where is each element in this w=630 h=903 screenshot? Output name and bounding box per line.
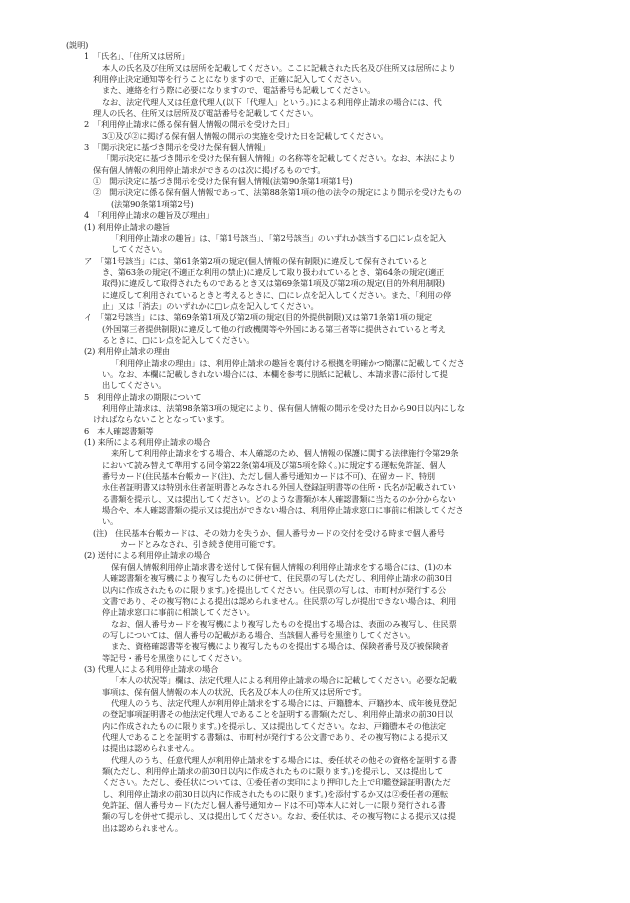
document-line: ください。ただし、委任状については、①委任者の実印により押印した上で印鑑登録証明書(ただ: [102, 777, 451, 788]
document-line: 代理人であることを証明する書類は、市町村が発行する公文書であり、その複写物による提示又: [102, 731, 448, 742]
document-line: 類(ただし、利用停止請求の前30日以内に作成されたものに限ります。)を提示し、又は提出して: [102, 766, 443, 776]
document-line: (外国第三者提供制限)に違反して他の行政機関等や外国にある第三者等に提供されていると考え: [102, 323, 446, 334]
document-line: 1 「氏名」、「住所又は居所」: [84, 51, 190, 62]
document-line: 4 「利用停止請求の趣旨及び理由」: [84, 210, 214, 221]
document-line: 2 「利用停止請求に係る保有個人情報の開示を受けた日」: [84, 119, 294, 130]
document-line: (2) 送付による利用停止請求の場合: [84, 550, 211, 561]
document-line: るときに、□にレ点を記入してください。: [102, 334, 255, 345]
document-line: る書類を提示し、又は提出してください。どのような書類が本人確認書類に当たるのか分からない: [102, 493, 456, 504]
document-line: なお、個人番号カードを複写機により複写したものを提出する場合は、表面のみ複写し、住民票: [111, 618, 457, 629]
document-line: 取得)に違反して取得されたものであるとき又は第69条第1項及び第2項の規定(目的外利用制限): [102, 278, 445, 289]
document-line: 出は認められません。: [102, 822, 183, 833]
document-line: 「開示決定に基づき開示を受けた保有個人情報」の名称等を記載してください。なお、本法により: [102, 153, 456, 164]
document-line: ② 開示決定に係る保有個人情報であって、法第88条第1項の他の法令の規定により開示を受けたもの: [93, 187, 462, 198]
document-line: 5 利用停止請求の期限について: [84, 391, 202, 402]
document-line: 停止請求窓口に事前に相談してください。: [102, 607, 255, 618]
document-line: 出してください。: [102, 380, 167, 391]
document-line: なお、法定代理人又は任意代理人(以下「代理人」という。)による利用停止請求の場合には、代: [102, 96, 442, 107]
document-line: (注) 住民基本台帳カードは、その効力を失うか、個人番号カードの交付を受ける時まで個人番号: [93, 527, 445, 538]
document-line: 本人の氏名及び住所又は居所を記載してください。ここに記載された氏名及び住所又は居所により: [102, 62, 456, 73]
document-line: (法第90条第1項第2号): [111, 198, 194, 209]
document-line: 場合や、本人確認書類の提示又は提出ができない場合は、利用停止請求窓口に事前に相談してくださ: [102, 505, 464, 516]
document-line: また、連絡を行う際に必要になりますので、電話番号も記載してください。: [102, 85, 376, 96]
document-line: ア 「第1号該当」には、第61条第2項の規定(個人情報の保有制限)に違反して保有されていると: [84, 255, 428, 266]
document-line: の写しについては、個人番号の記載がある場合、当該個人番号を黒塗りしてください。: [102, 629, 416, 640]
document-line: 番号カード(住民基本台帳カード(注)、ただし個人番号通知カードは不可)、在留カード、特別: [102, 471, 435, 482]
document-line: してください。: [111, 244, 168, 255]
document-line: 保有個人情報利用停止請求書を送付して保有個人情報の利用停止請求をする場合には、(1)の本: [111, 561, 452, 572]
explanation-document: [66, 40, 566, 834]
document-line: 永住者証明書又は特別永住者証明書とみなされる外国人登録証明書等の住所・氏名が記載されてい: [102, 482, 456, 493]
document-line: (説明): [66, 40, 89, 50]
document-line: 来所して利用停止請求をする場合、本人確認のため、個人情報の保護に関する法律施行令第29条: [111, 448, 459, 459]
document-line: 代理人のうち、法定代理人が利用停止請求をする場合には、戸籍謄本、戸籍抄本、成年後見登記: [111, 697, 457, 708]
document-line: 止」又は「消去」のいずれかに□レ点を記入してください。: [102, 300, 319, 311]
document-line: また、資格確認書等を複写機により複写したものを提出する場合は、保険者番号及び被保険者: [111, 641, 449, 652]
document-line: (2) 利用停止請求の理由: [84, 346, 170, 357]
document-line: (3) 代理人による利用停止請求の場合: [84, 663, 219, 674]
document-line: 等記号・番号を黒塗りにしてください。: [102, 652, 247, 663]
document-line: 代理人のうち、任意代理人が利用停止請求をする場合には、委任状その他その資格を証明する書: [111, 754, 457, 765]
document-line: ① 開示決定に基づき開示を受けた保有個人情報(法第90条第1項第1号): [93, 176, 353, 187]
document-line: 人確認書類を複写機により複写したものに併せて、住民票の写し(ただし、利用停止請求の前30日: [102, 573, 453, 584]
document-line: 「本人の状況等」欄は、法定代理人による利用停止請求の場合に記載してください。必要な記載: [111, 675, 457, 686]
document-line: 3①及び②に掲げる保有個人情報の開示の実施を受けた日を記載してください。: [102, 130, 389, 141]
document-line: 3 「開示決定に基づき開示を受けた保有個人情報」: [84, 142, 270, 153]
document-line: い。: [102, 516, 119, 527]
document-line: 6 本人確認書類等: [84, 425, 154, 436]
document-line: 「利用停止請求の趣旨」は、「第1号該当」、「第2号該当」のいずれか該当する□にレ点を記入: [111, 232, 446, 243]
document-line: 類の写しを併せて提示し、又は提出してください。なお、委任状は、その複写物による提示又は提: [102, 811, 456, 822]
document-line: 利用停止請求は、法第98条第3項の規定により、保有個人情報の開示を受けた日から90日以内にしな: [102, 403, 465, 413]
document-line: し、利用停止請求の前30日以内に作成されたものに限ります。)を添付するか又は②委任者の運転: [102, 788, 448, 799]
document-line: 利用停止決定通知等を行うことになりますので、正確に記入してください。: [93, 74, 367, 85]
document-line: 内に作成されたものに限ります。)を提示し、又は提出してください。なお、戸籍謄本その他法定: [102, 720, 446, 731]
document-line: は提出は認められません。: [102, 743, 199, 754]
document-line: 「利用停止請求の理由」は、利用停止請求の趣旨を裏付ける根拠を明確かつ簡潔に記載してくださ: [111, 357, 465, 368]
document-line: の登記事項証明書その他法定代理人であることを証明する書類(ただし、利用停止請求の前30日以: [102, 709, 453, 720]
document-line: い。なお、本欄に記載しきれない場合には、本欄を参考に別紙に記載し、本請求書に添付して提: [102, 368, 448, 379]
document-line: 理人の氏名、住所又は居所及び電話番号を記載してください。: [93, 108, 319, 119]
document-line: に違反して利用されているときと考えるときに、□にレ点を記入してください。また、「利用の停: [102, 289, 452, 300]
document-line: 事項は、保有個人情報の本人の状況、氏名及び本人の住所又は居所です。: [102, 686, 367, 697]
document-line: き、第63条の規定(不適正な利用の禁止)に違反して取り扱われているとき、第64条の規定(適正: [102, 266, 445, 277]
document-line: 文書であり、その複写物による提出は認められません。住民票の写しが提出できない場合は、利用: [102, 595, 457, 606]
document-line: 保有個人情報の利用停止請求ができるのは次に掲げるものです。: [93, 164, 326, 175]
document-line: ければならないこととなっています。: [93, 414, 229, 425]
document-line: カードとみなされ、引き続き使用可能です。: [120, 539, 281, 550]
document-line: において読み替えて準用する同令第22条(第4項及び第5項を除く。)に規定する運転免許証、個人: [102, 459, 446, 470]
document-line: イ 「第2号該当」には、第69条第1項及び第2項の規定(目的外提供制限)又は第71条第1項の規定: [84, 312, 432, 323]
document-line: 以内に作成されたものに限ります。)を提出してください。住民票の写しは、市町村が発行する公: [102, 584, 446, 595]
document-line: 免許証、個人番号カード(ただし個人番号通知カードは不可)等本人に対し一に限り発行される書: [102, 800, 446, 811]
document-line: (1) 利用停止請求の趣旨: [84, 221, 170, 232]
document-line: (1) 来所による利用停止請求の場合: [84, 437, 211, 448]
